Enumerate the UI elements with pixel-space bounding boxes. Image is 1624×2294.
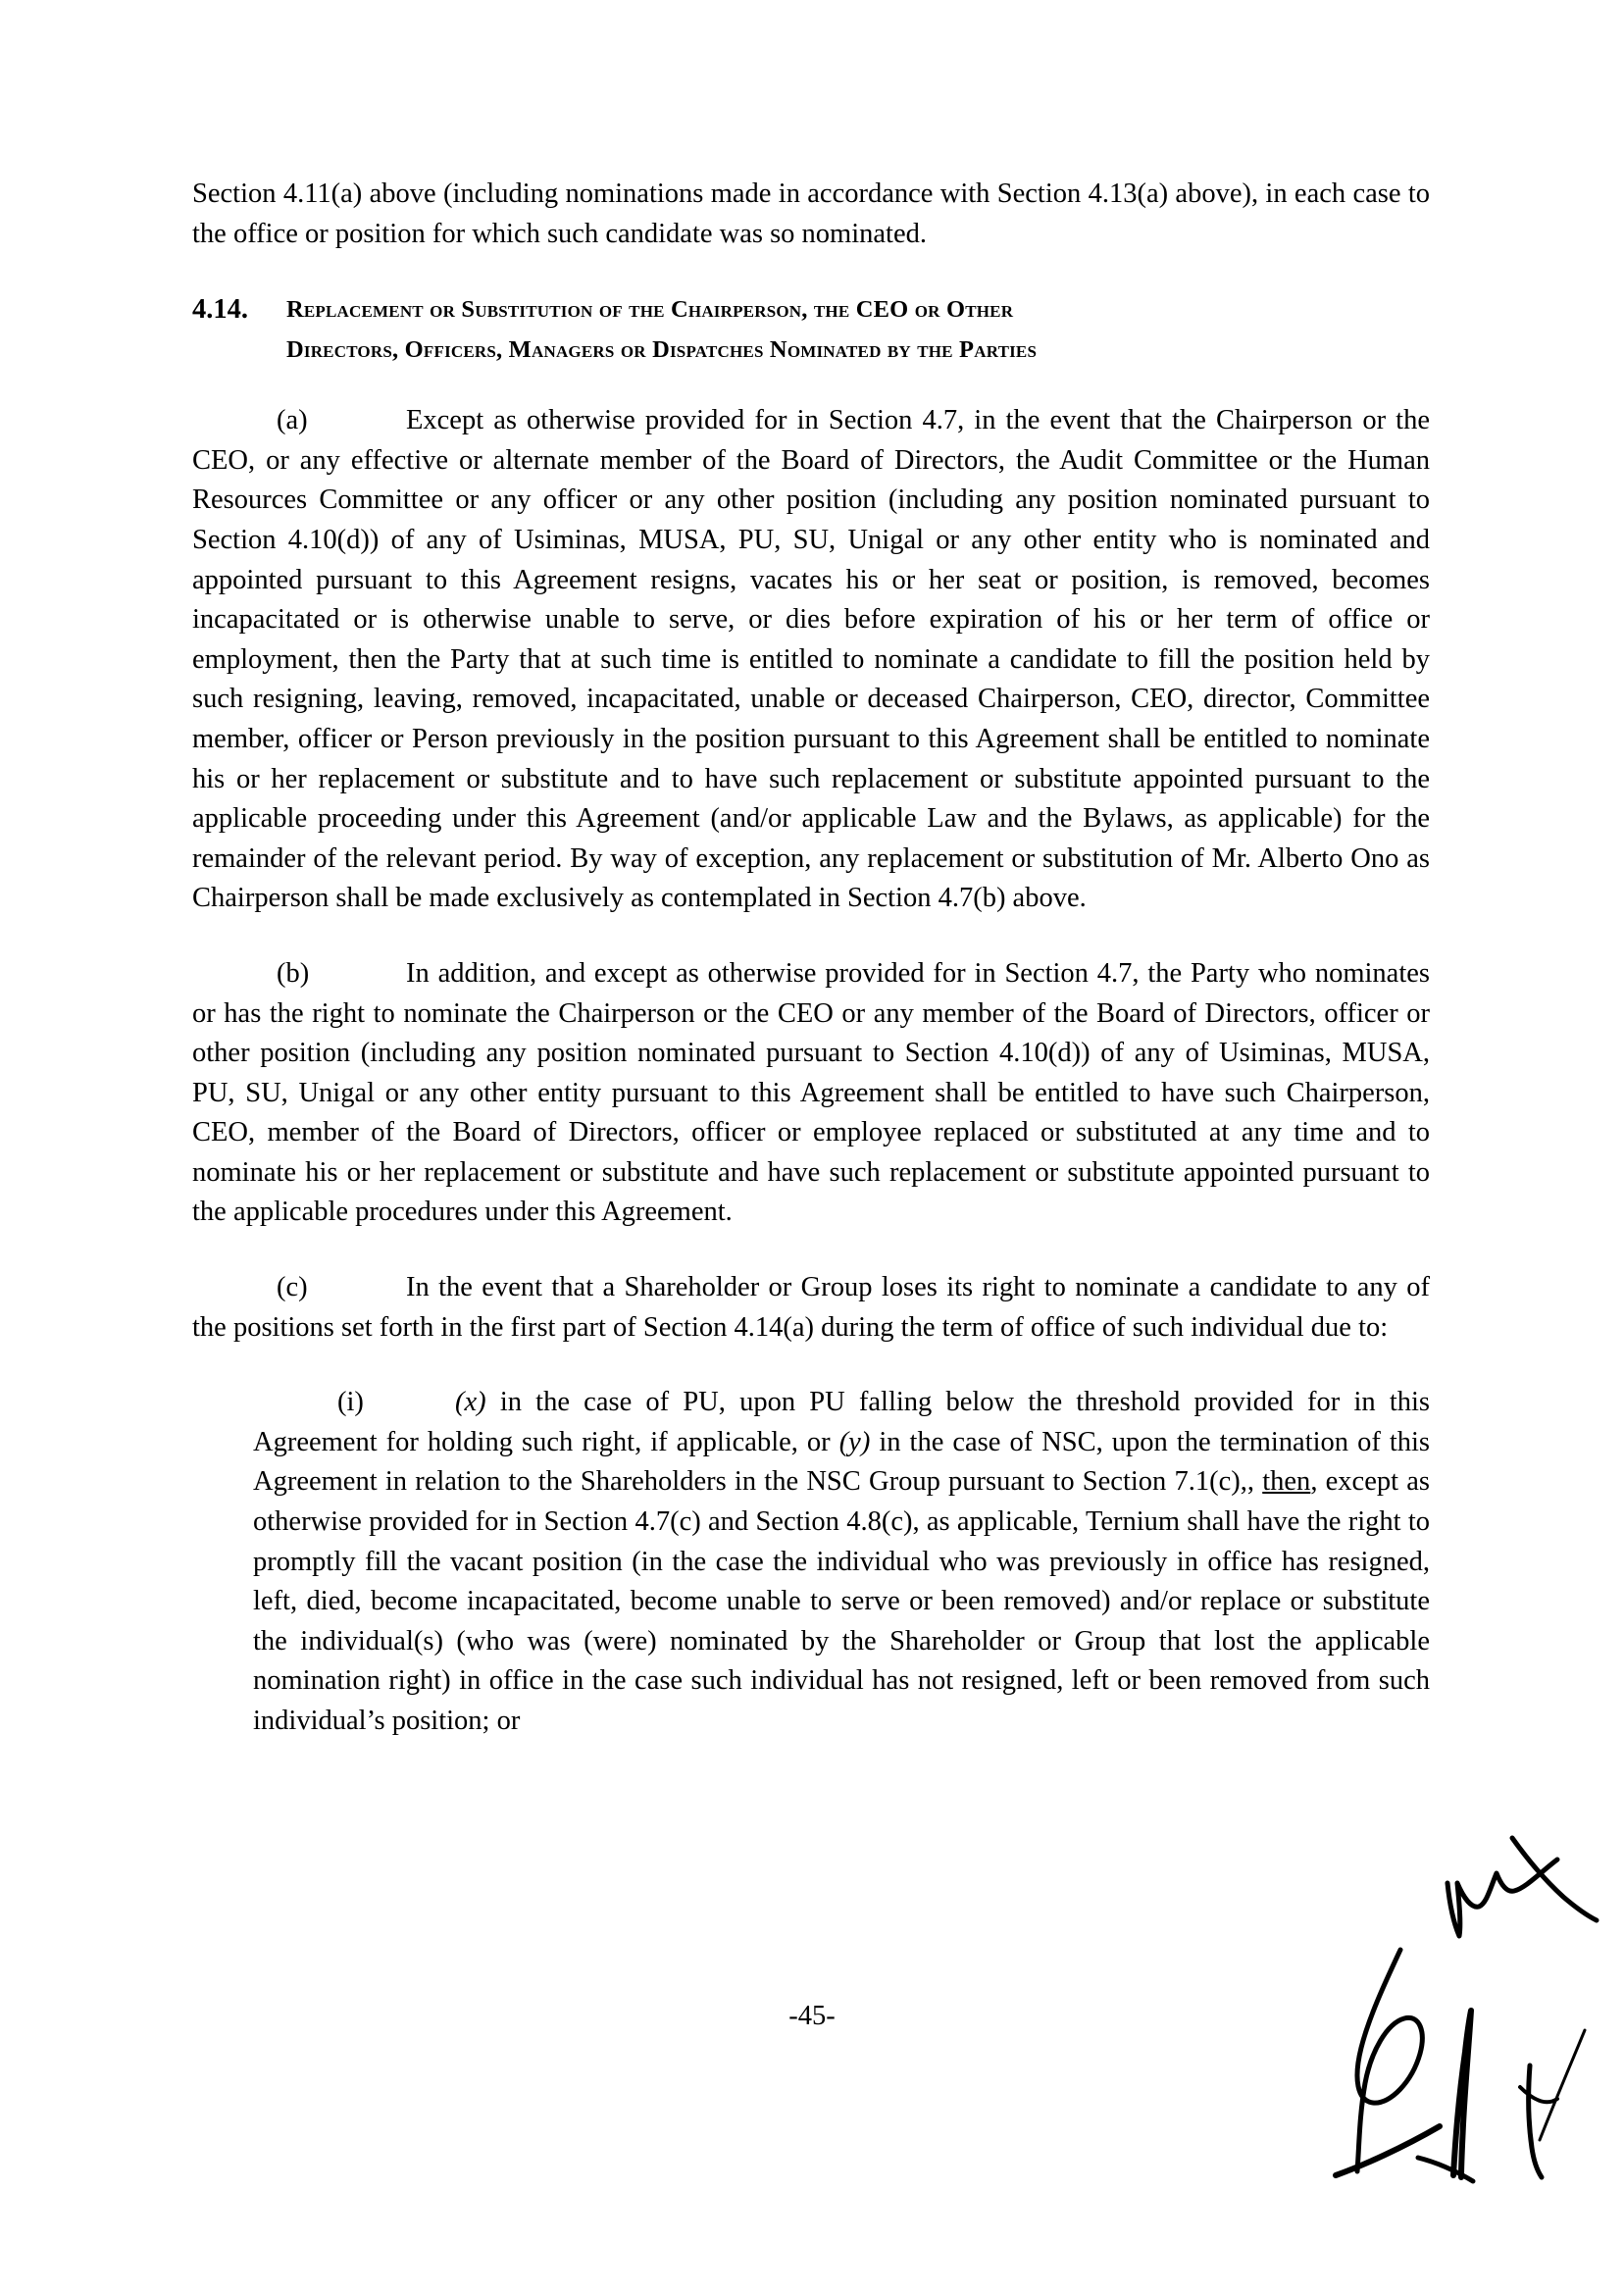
handwritten-initial-1-icon: [1440, 1826, 1606, 1944]
clause-c-marker: (c): [277, 1272, 308, 1303]
subclause-i-segment-1: in the case of PU, upon PU falling below the threshold provided for in this Agreement for holding such right, if applicable, or: [253, 1387, 1430, 1457]
subclause-i-marker: (i): [337, 1387, 364, 1418]
section-heading-title-line-1: Replacement or Substitution of the Chairperson, the CEO or Other: [286, 296, 1014, 324]
subclause-i-italic-x: (x): [455, 1387, 486, 1418]
handwritten-initial-2-icon: [1330, 1944, 1506, 2189]
clause-a-text: Except as otherwise provided for in Section 4.7, in the event that the Chairperson or the CEO, or any effective or alternate member of the Board of Directors, the Audit Committee or the Human Resources Committee or any officer or any other position (including any position nominated pursuant to Section 4.10(d)) of any of Usiminas, MUSA, PU, SU, Unigal or any other entity who is nominated and appointed pursuant to this Agreement resigns, vacates his or her seat or position, is removed, becomes incapacitated or is otherwise unable to serve, or dies before expiration of his or her term of office or employment, then the Party that at such time is entitled to nominate a candidate to fill the position held by such resigning, leaving, removed, incapacitated, unable or deceased Chairperson, CEO, director, Committee member, officer or Person previously in the position pursuant to this Agreement shall be entitled to nominate his or her replacement or substitute and to have such replacement or substitute appointed pursuant to the applicable proceeding under this Agreement (and/or applicable Law and the Bylaws, as applicable) for the remainder of the relevant period. By way of exception, any replacement or substitution of Mr. Alberto Ono as Chairperson shall be made exclusively as contemplated in Section 4.7(b) above.: [192, 405, 1430, 914]
clause-c-text: In the event that a Shareholder or Group loses its right to nominate a candidate to any of the positions set forth in the first part of Section 4.14(a) during the term of office of such individual due to:: [192, 1272, 1430, 1343]
page-number: -45-: [788, 2001, 836, 2031]
subclause-i-segment-3: , except as otherwise provided for in Section 4.7(c) and Section 4.8(c), as applicable, Ternium shall have the right to promptly fill the vacant position (in the case the individual who was previously in office has resigned, left, died, become incapacitated, become unable to serve or been removed) and/or replace or substitute the individual(s) (who was (were) nominated by the Shareholder or Group that lost the applicable nomination right) in office in the case such individual has not resigned, left or been removed from such individual’s position; or: [253, 1466, 1430, 1736]
subclause-i-italic-y: (y): [838, 1426, 871, 1457]
section-heading: [192, 289, 1430, 370]
clause-c: [192, 1268, 1430, 1348]
clause-a: [192, 401, 1430, 919]
clause-b: [192, 954, 1430, 1233]
subclause-i-segment-2: in the case of NSC, upon the termination of this Agreement in relation to the Shareholders in the NSC Group pursuant to Section 7.1(c),,: [253, 1426, 1431, 1498]
clause-b-text: In addition, and except as otherwise provided for in Section 4.7, the Party who nominates or has the right to nominate the Chairperson or the CEO or any member of the Board of Directors, officer or other position (including any position nominated pursuant to Section 4.10(d)) of any of Usiminas, MUSA, PU, SU, Unigal or any other entity pursuant to this Agreement shall be entitled to have such Chairperson, CEO, member of the Board of Directors, officer or employee replaced or substituted at any time and to nominate his or her replacement or substitute and have such replacement or substitute appointed pursuant to the applicable procedures under this Agreement.: [192, 957, 1430, 1228]
page-content: [192, 175, 1430, 1742]
opening-paragraph: Section 4.11(a) above (including nominations made in accordance with Section 4.13(a) above), in each case to the office or position for which such candidate was so nominated.: [192, 178, 1430, 249]
clause-a-marker: (a): [277, 405, 308, 436]
section-heading-number: 4.14.: [192, 294, 248, 326]
subclause-i-underlined-then: then: [1262, 1466, 1311, 1498]
clause-b-marker: (b): [277, 957, 310, 989]
section-heading-title-line-2: Directors, Officers, Managers or Dispatches Nominated by the Parties: [286, 336, 1038, 364]
subclause-i: [253, 1383, 1430, 1741]
